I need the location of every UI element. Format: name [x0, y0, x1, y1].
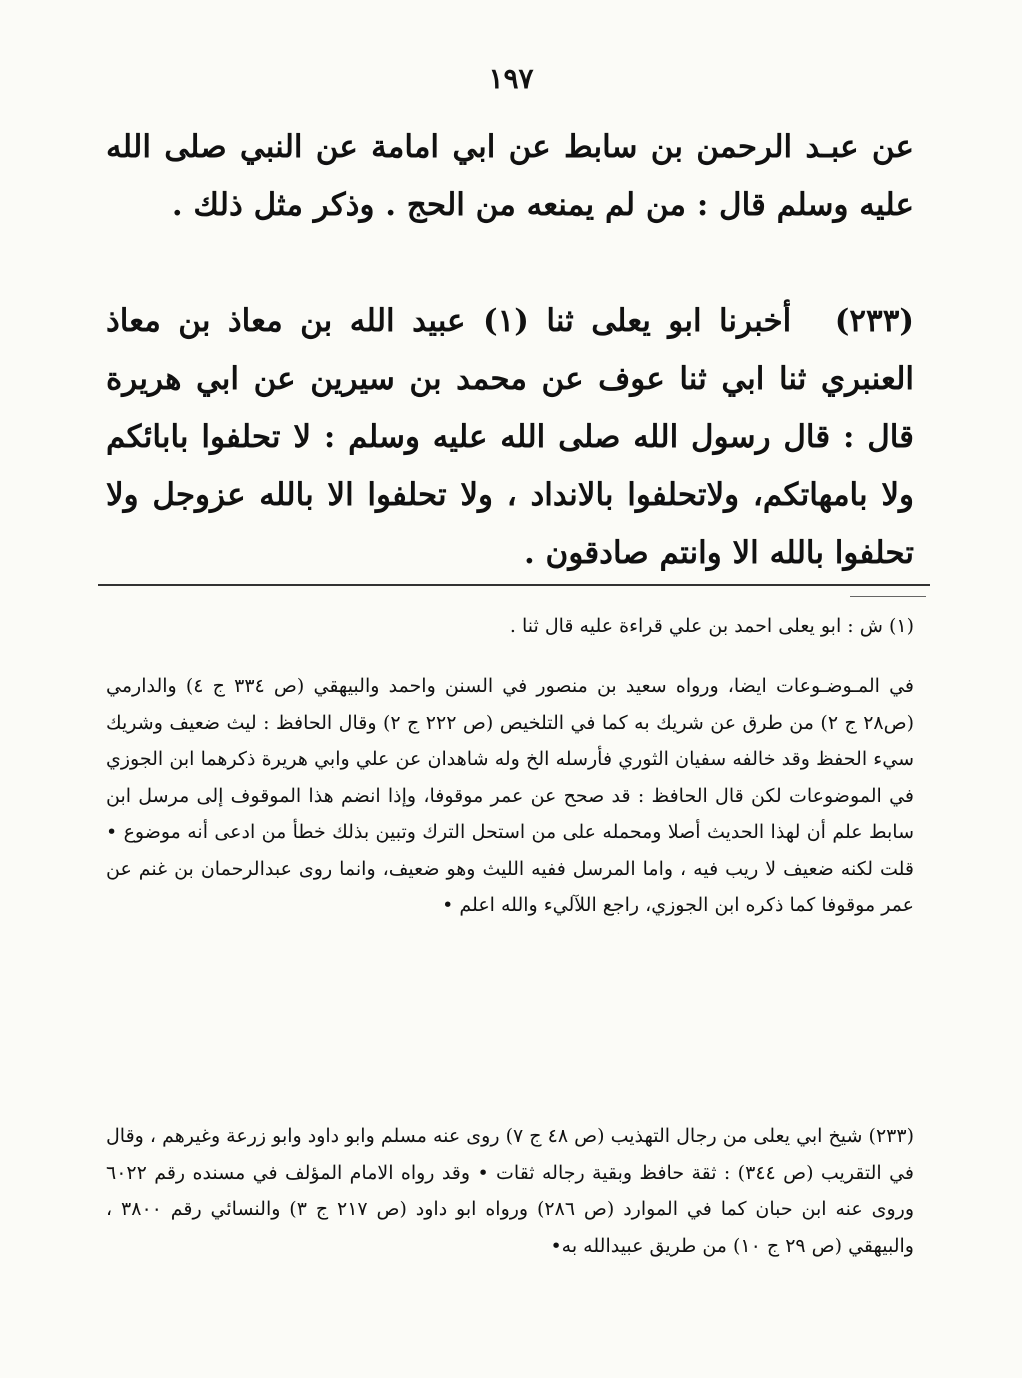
hadith-number: (٢٣٣)	[834, 303, 915, 339]
main-paragraph-1: عن عبـد الرحمن بن سابط عن ابي امامة عن النبي صلى الله عليه وسلم قال : من لم يمنعه من الحج . وذكر مثل ذلك .	[106, 129, 914, 223]
page-number: ١٩٧	[488, 62, 534, 95]
hadith-text: أخبرنا ابو يعلى ثنا (١) عبيد الله بن معاذ بن معاذ العنبري ثنا ابي ثنا عوف عن محمد بن سيرين عن ابي هريرة قال : قال رسول الله صلى الله عليه وسلم : لا تحلفوا بابائكم ولا بامهاتكم، ولاتحلفوا بالانداد ، ولا تحلفوا الا بالله عزوجل ولا تحلفوا بالله الا وانتم صادقون .	[106, 303, 914, 571]
footnote-1: (١) ش : ابو يعلى احمد بن علي قراءة عليه قال ثنا .	[509, 615, 914, 637]
footnote-separator-short	[850, 596, 926, 597]
main-paragraph-2	[106, 292, 914, 582]
footnote-commentary-2: (٢٣٣) شيخ ابي يعلى من رجال التهذيب (ص ٤٨ ج ٧) روى عنه مسلم وابو داود وابو زرعة وغيرهم ، وقال في التقريب (ص ٣٤٤) : ثقة حافظ وبقية رجاله ثقات • وقد رواه الامام المؤلف في مسنده رقم ٦٠٢٢ وروى عنه ابن حبان كما في الموارد (ص ٢٨٦) ورواه ابو داود (ص ٢١٧ ج ٣) والنسائي رقم ٣٨٠٠ ، والبيهقي (ص ٢٩ ج ١٠) من طريق عبيدالله به•	[106, 1125, 915, 1257]
footnote-separator	[98, 584, 930, 586]
footnote-commentary-1: في المـوضـوعات ايضا، ورواه سعيد بن منصور في السنن واحمد والبيهقي (ص ٣٣٤ ج ٤) والدارمي (ص٢٨ ج ٢) من طرق عن شريك به كما في التلخيص (ص ٢٢٢ ج ٢) وقال الحافظ : ليث ضعيف وشريك سيء الحفظ وقد خالفه سفيان الثوري فأرسله الخ وله شاهدان عن علي وابي هريرة ذكرهما ابن الجوزي في الموضوعات لكن قال الحافظ : قد صحح عن عمر موقوفا، وإذا انضم هذا الموقوف إلى مرسل ابن سابط علم أن لهذا الحديث أصلا ومحمله على من استحل الترك وتبين بذلك خطأ من ادعى أنه موضوع • قلت لكنه ضعيف لا ريب فيه ، واما المرسل ففيه الليث وهو ضعيف، وانما روى عبدالرحمان بن غنم عن عمر موقوفا كما ذكره ابن الجوزي، راجع اللآليء والله اعلم •	[106, 675, 915, 916]
